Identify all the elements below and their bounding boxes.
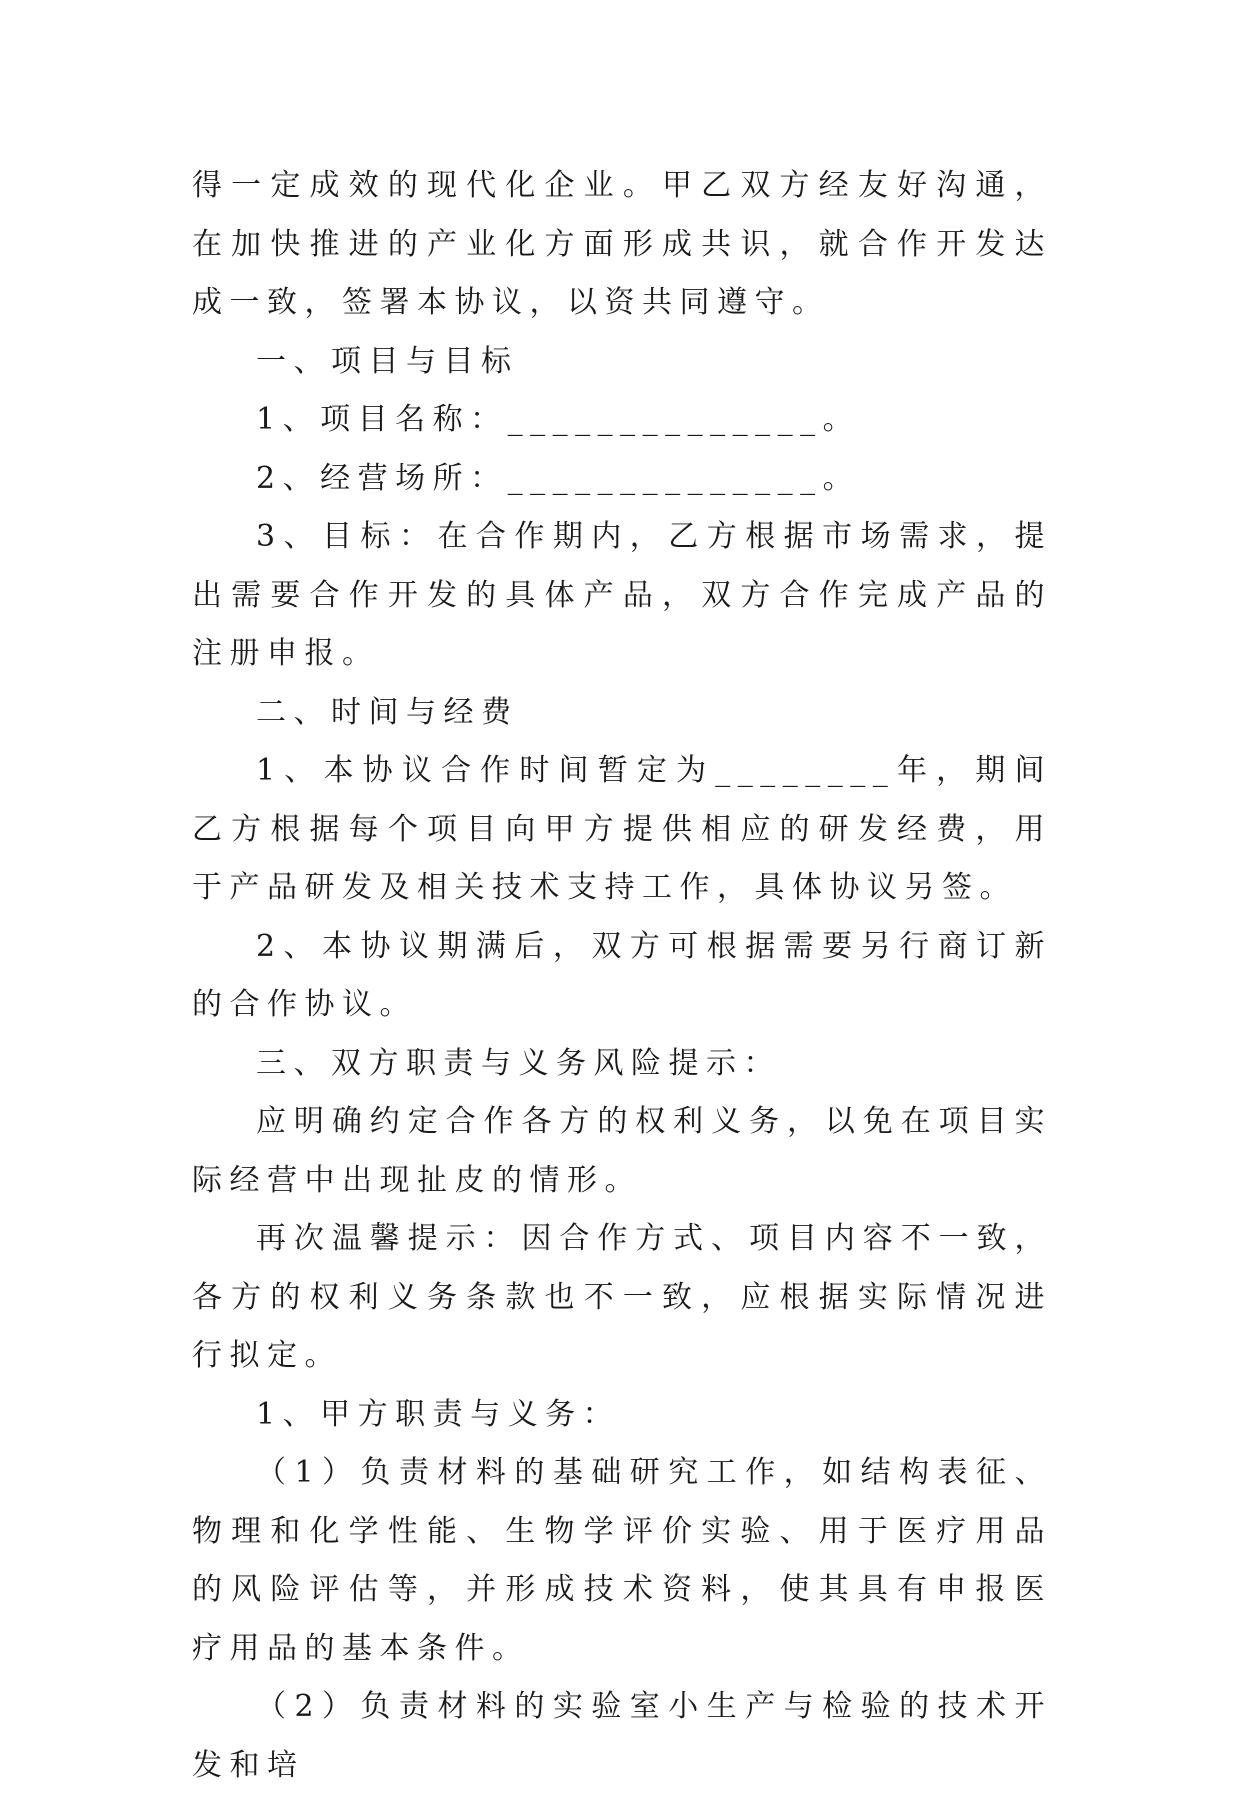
clause-goal: 3、目标：在合作期内，乙方根据市场需求，提出需要合作开发的具体产品，双方合作完成产品的注册申报。 <box>192 519 1052 671</box>
risk-note: 应明确约定合作各方的权利义务，以免在项目实际经营中出现扯皮的情形。 <box>192 1104 1052 1198</box>
clause-project-name: 1、项目名称：______________。 <box>256 402 861 437</box>
clause-business-location: 2、经营场所：______________。 <box>256 460 861 496</box>
document-body <box>192 157 1052 1795</box>
clause-renewal: 2、本协议期满后，双方可根据需要另行商订新的合作协议。 <box>192 928 1052 1022</box>
reminder-note: 再次温馨提示：因合作方式、项目内容不一致，各方的权利义务条款也不一致，应根据实际情况进行拟定。 <box>192 1221 1052 1373</box>
sub-clause-1: （1）负责材料的基础研究工作，如结构表征、物理和化学性能、生物学评价实验、用于医疗用品的风险评估等，并形成技术资料，使其具有申报医疗用品的基本条件。 <box>192 1455 1052 1666</box>
sub-clause-2: （2）负责材料的实验室小生产与检验的技术开发和培 <box>192 1689 1052 1783</box>
section-heading-project-goals: 一、项目与目标 <box>256 343 519 379</box>
section-heading-duties-risk: 三、双方职责与义务风险提示： <box>256 1045 781 1081</box>
paragraph-intro-continued: 得一定成效的现代化企业。甲乙双方经友好沟通，在加快推进的产业化方面形成共识，就合作开发达成一致，签署本协议，以资共同遵守。 <box>192 168 1052 320</box>
section-heading-time-funding: 二、时间与经费 <box>256 694 519 730</box>
clause-party-a-duties: 1、甲方职责与义务： <box>256 1396 621 1432</box>
clause-cooperation-period: 1、本协议合作时间暂定为________年，期间乙方根据每个项目向甲方提供相应的研发经费，用于产品研发及相关技术支持工作，具体协议另签。 <box>192 753 1052 905</box>
